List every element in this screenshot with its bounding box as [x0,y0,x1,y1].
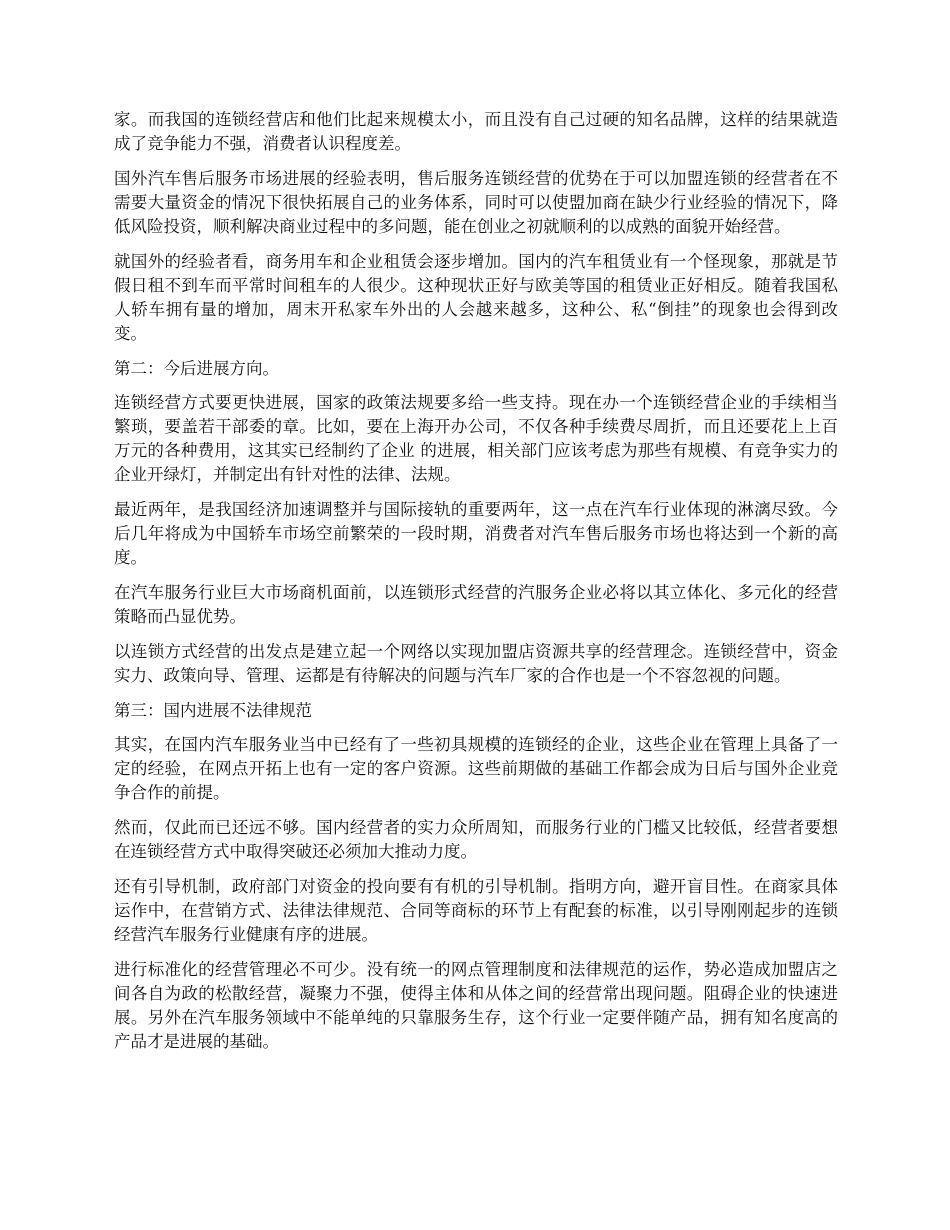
paragraph: 其实，在国内汽车服务业当中已经有了一些初具规模的连锁经的企业，这些企业在管理上具备了一定的经验，在网点开拓上也有一定的客户资源。这些前期做的基础工作都会成为日后与国外企业竞争合作的前提。 [114,735,838,802]
paragraph: 国外汽车售后服务市场进展的经验表明，售后服务连锁经营的优势在于可以加盟连锁的经营者在不需要大量资金的情况下很快拓展自己的业务体系，同时可以使盟加商在缺少行业经验的情况下，降低风险投资，顺利解决商业过程中的多问题，能在创业之初就顺利的以成熟的面貌开始经营。 [114,169,838,236]
paragraph: 连锁经营方式要更快进展，国家的政策法规要多给一些支持。现在办一个连锁经营企业的手续相当繁琐，要盖若干部委的章。比如，要在上海开办公司，不仅各种手续费尽周折，而且还要花上上百万元的各种费用，这其实已经制约了企业 的进展，相关部门应该考虑为那些有规模、有竞争实力的企业开绿灯，并制定出有针对性的法律、法规。 [114,393,838,484]
paragraph: 以连锁方式经营的出发点是建立起一个网络以实现加盟店资源共享的经营理念。连锁经营中，资金实力、政策向导、管理、运都是有待解决的问题与汽车厂家的合作也是一个不容忽视的问题。 [114,642,838,685]
paragraph: 然而，仅此而已还远不够。国内经营者的实力众所周知，而服务行业的门槛又比较低，经营者要想在连锁经营方式中取得突破还必须加大推动力度。 [114,818,838,861]
document-page [114,108,838,1065]
paragraph: 进行标准化的经营管理必不可少。没有统一的网点管理制度和法律规范的运作，势必造成加盟店之间各自为政的松散经营，凝聚力不强，使得主体和从体之间的经营常出现问题。阻碍企业的快速进展。另外在汽车服务领域中不能单纯的只靠服务生存，这个行业一定要伴随产品，拥有知名度高的产品才是进展的基础。 [114,960,838,1051]
section-heading: 第二：今后进展方向。 [114,359,279,378]
paragraph: 最近两年，是我国经济加速调整并与国际接轨的重要两年，这一点在汽车行业体现的淋漓尽致。今后几年将成为中国轿车市场空前繁荣的一段时期，消费者对汽车售后服务市场也将达到一个新的高度。 [114,500,838,567]
section-heading: 第三：国内进展不法律规范 [114,701,312,720]
paragraph: 还有引导机制，政府部门对资金的投向要有有机的引导机制。指明方向，避开盲目性。在商家具体运作中，在营销方式、法律法律规范、合同等商标的环节上有配套的标准，以引导刚刚起步的连锁经营汽车服务行业健康有序的进展。 [114,877,838,944]
paragraph: 家。而我国的连锁经营店和他们比起来规模太小，而且没有自己过硬的知名品牌，这样的结果就造成了竞争能力不强，消费者认识程度差。 [114,110,838,153]
paragraph: 在汽车服务行业巨大市场商机面前，以连锁形式经营的汽服务企业必将以其立体化、多元化的经营策略而凸显优势。 [114,583,838,626]
paragraph: 就国外的经验者看，商务用车和企业租赁会逐步增加。国内的汽车租赁业有一个怪现象，那就是节假日租不到车而平常时间租车的人很少。这种现状正好与欧美等国的租赁业正好相反。随着我国私人轿车拥有量的增加，周末开私家车外出的人会越来越多，这种公、私“倒挂”的现象也会得到改变。 [114,252,838,343]
